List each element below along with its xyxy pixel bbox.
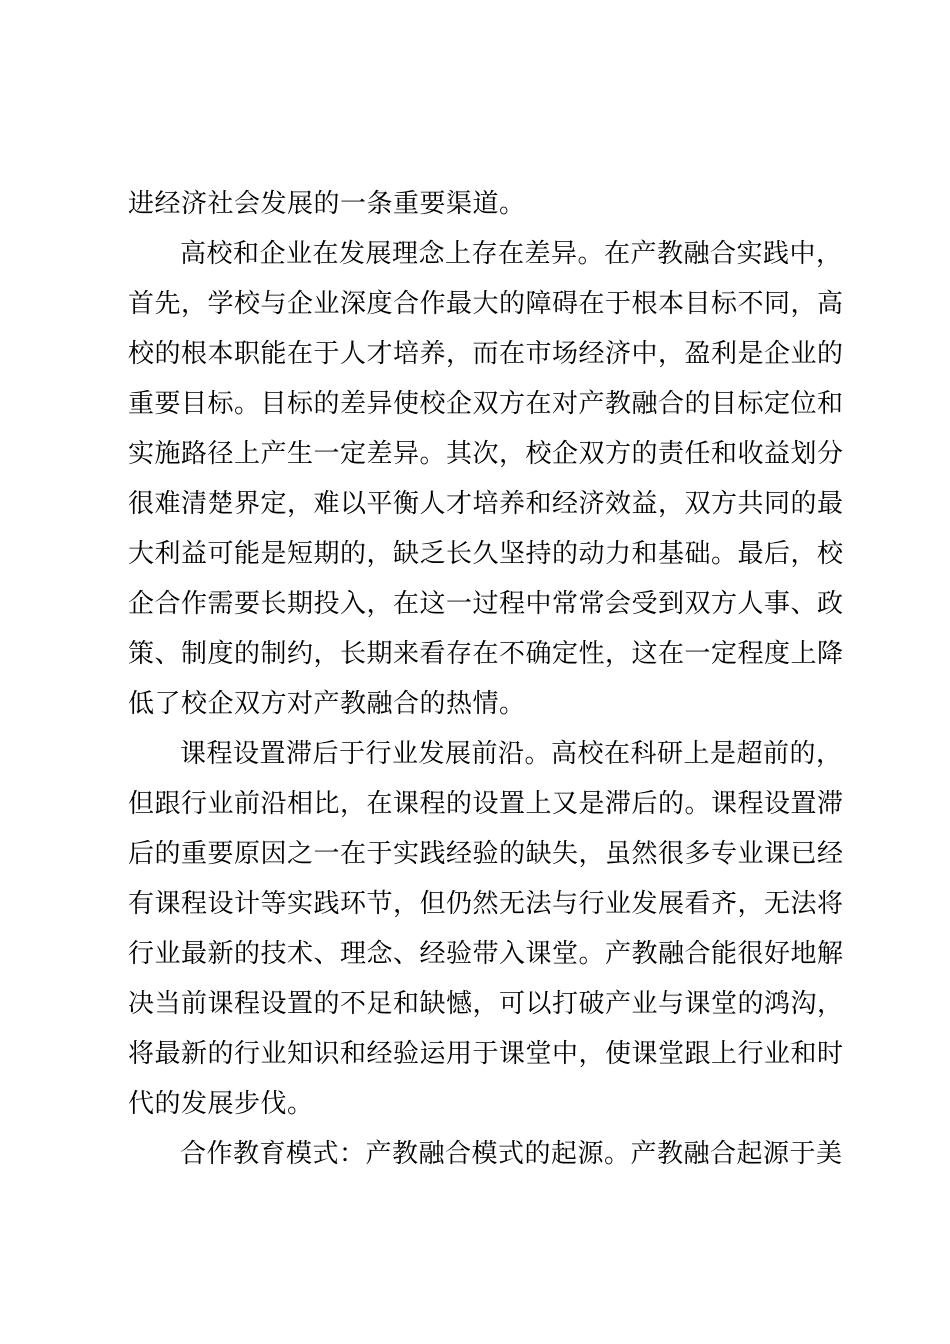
text-line: 但跟行业前沿相比，在课程的设置上又是滞后的。课程设置滞 [128,789,844,819]
text-line: 企合作需要长期投入，在这一过程中常常会受到双方人事、政 [128,589,844,619]
text-line: 很难清楚界定，难以平衡人才培养和经济效益，双方共同的最 [128,489,844,519]
paragraph-start-line: 高校和企业在发展理念上存在差异。在产教融合实践中， [180,239,843,269]
text-line: 大利益可能是短期的，缺乏长久坚持的动力和基础。最后，校 [128,539,844,569]
text-line: 低了校企双方对产教融合的热情。 [128,689,526,719]
text-line: 策、制度的制约，长期来看存在不确定性，这在一定程度上降 [128,639,844,669]
text-line: 有课程设计等实践环节，但仍然无法与行业发展看齐，无法将 [128,889,844,919]
text-line: 代的发展步伐。 [128,1089,314,1119]
paragraph-start-line: 合作教育模式：产教融合模式的起源。产教融合起源于美 [180,1139,843,1169]
text-line: 行业最新的技术、理念、经验带入课堂。产教融合能很好地解 [128,939,844,969]
text-line: 首先，学校与企业深度合作最大的障碍在于根本目标不同，高 [128,289,844,319]
paragraph-start-line: 课程设置滞后于行业发展前沿。高校在科研上是超前的， [180,739,843,769]
text-line: 后的重要原因之一在于实践经验的缺失，虽然很多专业课已经 [128,839,844,869]
text-line: 决当前课程设置的不足和缺憾，可以打破产业与课堂的鸿沟， [128,989,844,1019]
text-line: 进经济社会发展的一条重要渠道。 [128,189,526,219]
text-line: 重要目标。目标的差异使校企双方在对产教融合的目标定位和 [128,389,844,419]
text-line: 校的根本职能在于人才培养，而在市场经济中，盈利是企业的 [128,339,844,369]
text-line: 实施路径上产生一定差异。其次，校企双方的责任和收益划分 [128,439,844,469]
text-line: 将最新的行业知识和经验运用于课堂中，使课堂跟上行业和时 [128,1039,844,1069]
